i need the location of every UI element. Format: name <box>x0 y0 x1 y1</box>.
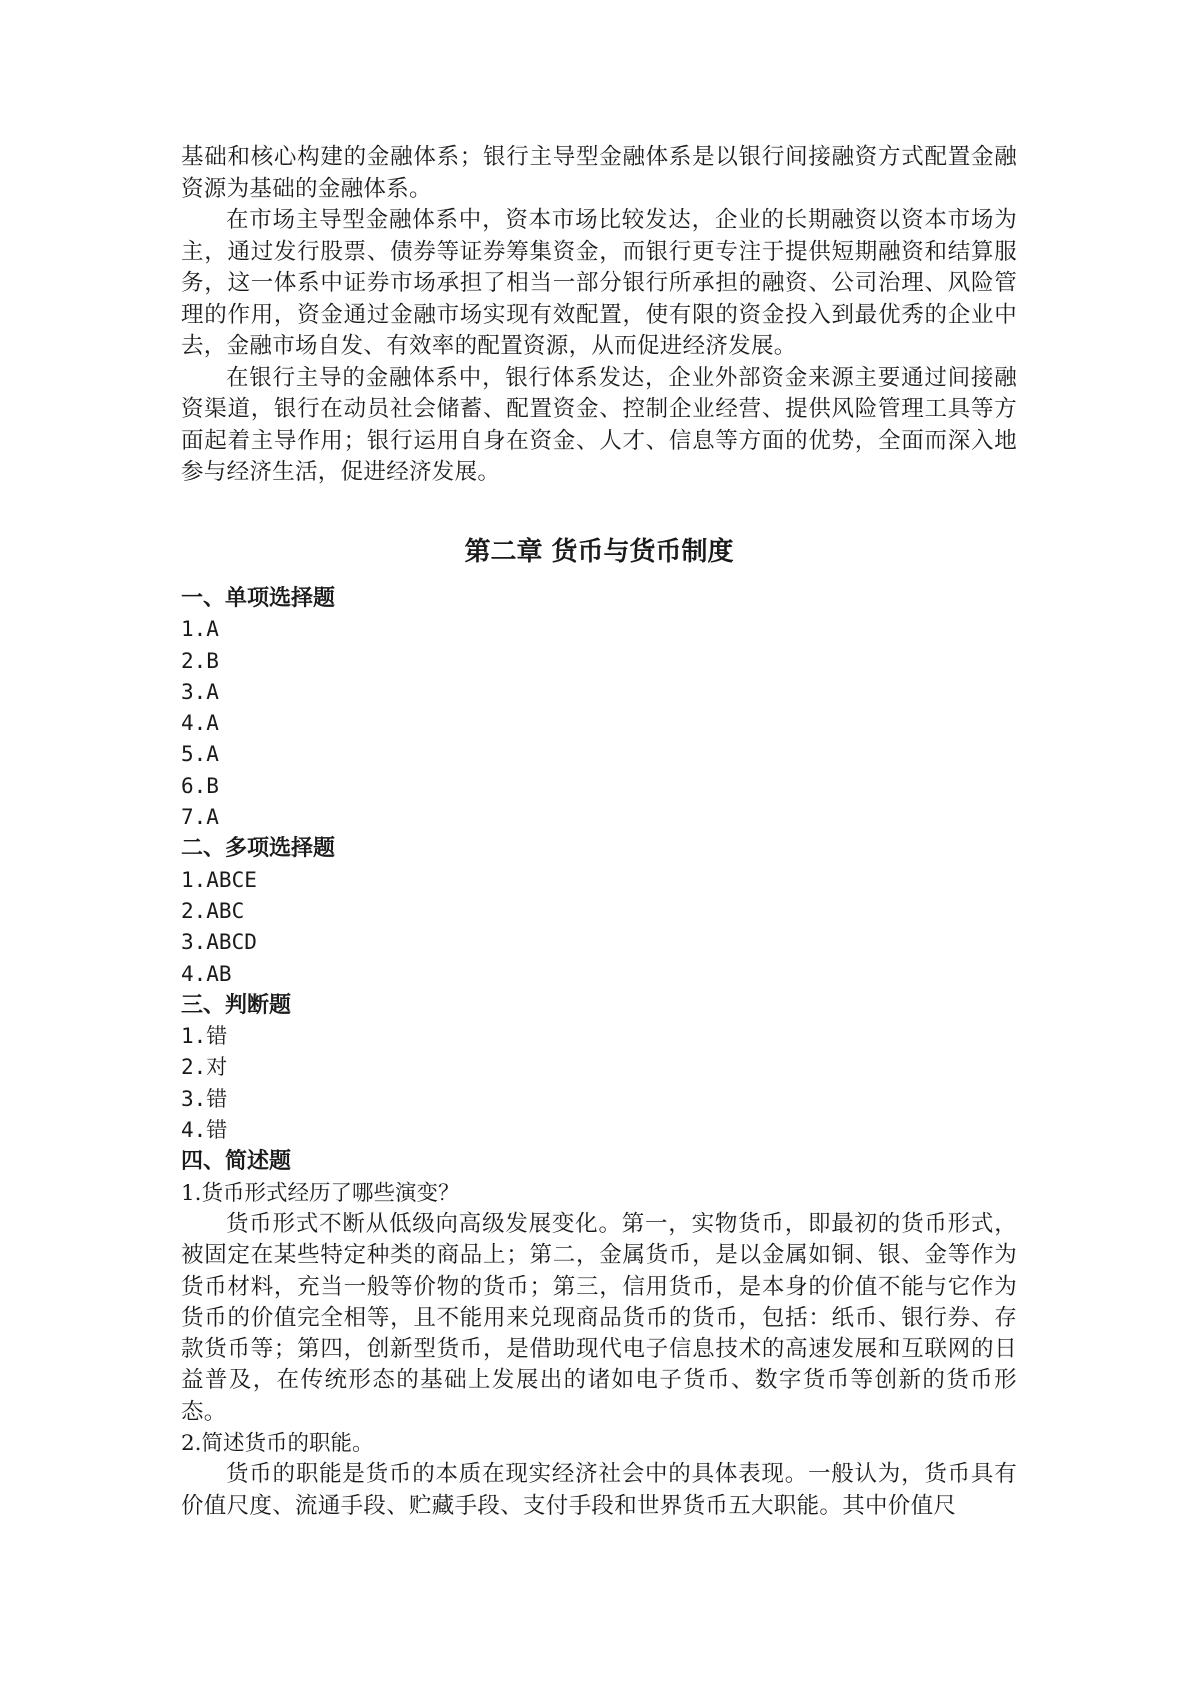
true-false-answer: 3.错 <box>181 1086 228 1111</box>
true-false-heading: 三、判断题 <box>181 992 292 1018</box>
intro-paragraph-3: 在银行主导的金融体系中，银行体系发达，企业外部资金来源主要通过间接融资渠道，银行在动员社会储蓄、配置资金、控制企业经营、提供风险管理工具等方面起着主导作用；银行运用自身在资金、人才、信息等方面的优势，全面而深入地参与经济生活，促进经济发展。 <box>181 364 1017 485</box>
answer-section <box>181 583 1017 1522</box>
chapter-title: 第二章 货币与货币制度 <box>464 537 734 567</box>
single-choice-answer: 5.A <box>181 742 219 767</box>
multi-choice-answer: 1.ABCE <box>181 867 257 892</box>
short-answer-heading: 四、简述题 <box>181 1149 292 1175</box>
single-choice-answer: 1.A <box>181 617 219 642</box>
true-false-answer: 4.错 <box>181 1118 228 1143</box>
short-answer-response-2: 货币的职能是货币的本质在现实经济社会中的具体表现。一般认为，货币具有价值尺度、流通手段、贮藏手段、支付手段和世界货币五大职能。其中价值尺 <box>181 1461 1017 1519</box>
single-choice-answer: 4.A <box>181 711 219 736</box>
short-answer-question-1: 1.货币形式经历了哪些演变？ <box>181 1180 460 1206</box>
short-answer-response-1: 货币形式不断从低级向高级发展变化。第一，实物货币，即最初的货币形式，被固定在某些特定种类的商品上；第二，金属货币，是以金属如铜、银、金等作为货币材料，充当一般等价物的货币；第三，信用货币，是本身的价值不能与它作为货币的价值完全相等，且不能用来兑现商品货币的货币，包括：纸币、银行券、存款货币等；第四，创新型货币，是借助现代电子信息技术的高速发展和互联网的日益普及，在传统形态的基础上发展出的诸如电子货币、数字货币等创新的货币形态。 <box>181 1210 1017 1425</box>
multi-choice-heading: 二、多项选择题 <box>181 836 336 862</box>
document-page <box>181 142 1017 1519</box>
multi-choice-answer: 3.ABCD <box>181 930 257 955</box>
single-choice-answer: 3.A <box>181 679 219 704</box>
single-choice-heading: 一、单项选择题 <box>181 586 336 611</box>
multi-choice-answer: 4.AB <box>181 961 232 986</box>
multi-choice-answer: 2.ABC <box>181 898 245 923</box>
true-false-answer: 2.对 <box>181 1055 228 1080</box>
intro-paragraph-1: 基础和核心构建的金融体系；银行主导型金融体系是以银行间接融资方式配置金融资源为基础的金融体系。 <box>181 144 1017 202</box>
true-false-answer: 1.错 <box>181 1024 228 1049</box>
single-choice-answer: 6.B <box>181 773 219 798</box>
short-answer-question-2: 2.简述货币的职能。 <box>181 1431 374 1457</box>
single-choice-answer: 2.B <box>181 648 219 673</box>
intro-paragraph-2: 在市场主导型金融体系中，资本市场比较发达，企业的长期融资以资本市场为主，通过发行股票、债券等证券筹集资金，而银行更专注于提供短期融资和结算服务，这一体系中证券市场承担了相当一部分银行所承担的融资、公司治理、风险管理的作用，资金通过金融市场实现有效配置，使有限的资金投入到最优秀的企业中去，金融市场自发、有效率的配置资源，从而促进经济发展。 <box>181 207 1017 359</box>
single-choice-answer: 7.A <box>181 805 219 830</box>
